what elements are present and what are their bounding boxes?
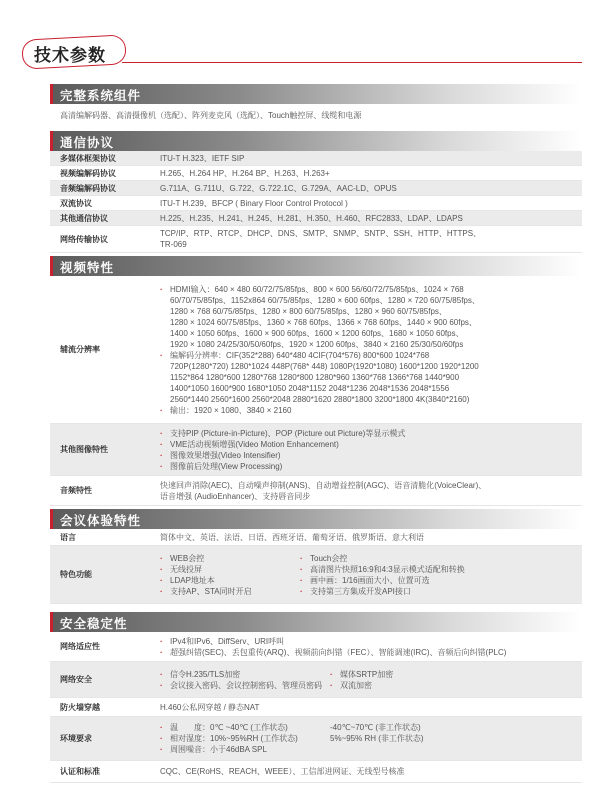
spec-key: 其他图像特性 [60, 445, 108, 454]
spec-row [50, 196, 582, 211]
feature-list-right [300, 553, 576, 597]
spec-value: ITU-T H.239、BFCP ( Binary Floor Control Protocol ) [160, 198, 348, 208]
section-header-video [50, 256, 582, 276]
spec-value: H.225、H.235、H.241、H.245、H.281、H.350、H.460、RFC2833、LDAP、LDAPS [160, 213, 463, 223]
spec-row [50, 166, 582, 181]
spec-key: 环境要求 [60, 734, 92, 743]
list-item: · 超强纠错(SEC)、丢包重传(ARQ)、视频前向纠错（FEC）、智能调速(IRC)、音频后向纠错(PLC) [160, 647, 576, 658]
list-item-continued: 1280 × 768 60/75/85fps、1280 × 800 60/75/85fps、1280 × 960 60/75/85fps、 [170, 306, 447, 316]
list-item-continued: 1920 × 1080 24/25/30/50/60fps、1920 × 1200 60fps、3840 × 2160 25/30/50/60fps [170, 339, 464, 349]
list-item: · VME活动视频增强(Video Motion Enhancement) [160, 439, 576, 450]
spec-value: H.265、H.264 HP、H.264 BP、H.263、H.263+ [160, 168, 330, 178]
list-item: · 图像前后处理(View Processing) [160, 461, 576, 472]
list-item: · 媒体SRTP加密 [330, 669, 576, 680]
list-item-continued: 1280 × 1024 60/75/85fps、1360 × 768 60fps、1366 × 768 60fps、1440 × 900 60fps、 [170, 317, 477, 327]
list-item-continued: 2560*1440 2560*1600 2560*2048 2880*1620 2880*1800 3200*1800 4K(3840*2160) [170, 394, 470, 404]
list-item: · 双流加密 [330, 680, 576, 691]
spec-value: G.711A、G.711U、G.722、G.722.1C、G.729A、AAC-LD、OPUS [160, 183, 397, 193]
spec-row [50, 662, 582, 698]
list-item: · WEB会控 [160, 553, 300, 564]
section-title: 安全稳定性 [60, 617, 128, 631]
list-item: · 温 度：0℃ ~40℃ (工作状态) [160, 722, 330, 733]
section-header-meeting [50, 509, 582, 529]
section-title: 通信协议 [60, 136, 115, 150]
spec-value [150, 226, 582, 252]
spec-row [50, 276, 582, 424]
spec-value [150, 717, 582, 760]
list-item: · 会议接入密码、会议控制密码、管理员密码 [160, 680, 330, 691]
list-item: · 画中画：1/16画面大小、位置可选 [300, 575, 576, 586]
feature-list-left [160, 553, 300, 597]
spec-value: CQC、CE(RoHS、REACH、WEEE）、工信部进网证、无线型号核准 [160, 767, 405, 776]
spec-value [150, 632, 582, 661]
page-header [22, 35, 582, 71]
spec-key: 音频编解码协议 [60, 183, 116, 193]
list-item: · 图像效果增强(Video Intensifier) [160, 450, 576, 461]
spec-row [50, 632, 582, 662]
spec-row [50, 424, 582, 476]
spec-row [50, 226, 582, 253]
list-item: · 相对湿度：10%~95%RH (工作状态) [160, 733, 330, 744]
list-item: · 周围噪音：小于46dBA SPL [160, 744, 330, 755]
section-header-system [50, 84, 582, 104]
spec-row [50, 529, 582, 546]
spec-value: ITU-T H.323、IETF SIP [160, 153, 245, 163]
spec-key: 网络适应性 [60, 642, 100, 651]
spec-key: 网络传输协议 [60, 234, 108, 244]
list-item: · 编解码分辨率：CIF(352*288) 640*480 4CIF(704*576) 800*600 1024*768 [160, 350, 576, 361]
spec-key: 认证和标准 [60, 767, 100, 776]
spec-key: 特色功能 [60, 570, 92, 579]
environment-list-right [330, 722, 576, 755]
spec-key: 语言 [60, 532, 76, 542]
list-item-continued: 1400 × 1050 60fps、1600 × 900 60fps、1600 × 1200 60fps、1680 × 1050 60fps、 [170, 328, 464, 338]
spec-row [50, 181, 582, 196]
list-item: · 支持PIP (Picture-in-Picture)、POP (Picture out Picture)等显示模式 [160, 428, 576, 439]
spec-key: 视频编解码协议 [60, 168, 116, 178]
security-list-left [160, 669, 330, 691]
network-adaptability-list [160, 636, 576, 658]
section-title: 会议体验特性 [60, 514, 142, 528]
spec-row [50, 717, 582, 761]
spec-row [50, 211, 582, 226]
list-item-continued: 720P(1280*720) 1280*1024 448P(768* 448) 1080P(1920*1080) 1600*1200 1920*1200 [170, 361, 479, 371]
spec-row [50, 476, 582, 506]
list-item: · 支持第三方集成开发API接口 [300, 586, 576, 597]
value-line: 5%~95% RH (非工作状态) [330, 734, 424, 743]
list-item: · 输出：1920 × 1080、3840 × 2160 [160, 405, 576, 416]
section-header-security [50, 612, 582, 632]
value-line: TR-069 [160, 240, 187, 249]
spec-value [150, 546, 582, 603]
spec-key: 辅流分辨率 [60, 345, 100, 354]
spec-value [150, 662, 582, 697]
value-line: TCP/IP、RTP、RTCP、DHCP、DNS、SMTP、SNMP、SNTP、SSH、HTTP、HTTPS、 [160, 229, 482, 238]
list-item-continued: 60/70/75/85fps、1152x864 60/75/85fps、1280 × 600 60fps、1280 × 720 60/75/85fps、 [170, 295, 480, 305]
spec-key: 双流协议 [60, 198, 92, 208]
value-line: 语音增强 (AudioEnhancer)、支持唇音同步 [160, 491, 311, 501]
section-header-protocol [50, 131, 582, 151]
spec-key: 其他通信协议 [60, 213, 108, 223]
spec-value [150, 424, 582, 475]
spec-value: 简体中文、英语、法语、日语、西班牙语、葡萄牙语、俄罗斯语、意大利语 [160, 532, 424, 542]
security-list-right [330, 669, 576, 691]
environment-list-left [160, 722, 330, 755]
section-title: 视频特性 [60, 261, 115, 275]
spec-content [50, 81, 582, 783]
aux-resolution-list [160, 284, 576, 416]
spec-value [150, 476, 582, 505]
list-item: · LDAP地址本 [160, 575, 300, 586]
other-image-features-list [160, 428, 576, 472]
title-underline [122, 62, 582, 63]
spec-key: 多媒体框架协议 [60, 153, 116, 163]
list-item-continued: 1152*864 1280*600 1280*768 1280*800 1280*960 1360*768 1366*768 1440*900 [170, 372, 460, 382]
spec-value [150, 276, 582, 423]
list-item: · HDMI输入：640 × 480 60/72/75/85fps、800 × 600 56/60/72/75/85fps、1024 × 768 [160, 284, 576, 295]
list-item-continued: 1400*1050 1600*900 1680*1050 2048*1152 2048*1236 2048*1536 2048*1556 [170, 383, 450, 393]
spec-row [50, 546, 582, 604]
spec-key: 网络安全 [60, 675, 92, 684]
list-item: · Touch会控 [300, 553, 576, 564]
spec-key: 音频特性 [60, 486, 92, 495]
spec-row [50, 698, 582, 717]
list-item: · 信令H.235/TLS加密 [160, 669, 330, 680]
list-item: · 无线投屏 [160, 564, 300, 575]
spec-row [50, 151, 582, 166]
value-line: 快速回声消除(AEC)、自动噪声抑制(ANS)、自动增益控制(AGC)、语音清脆化(VoiceClear)、 [160, 480, 487, 490]
page-title: 技术参数 [34, 46, 106, 65]
system-components-desc: 高清编解码器、高清摄像机（选配）、阵列麦克风（选配）、Touch触控屏、线缆和电源 [60, 111, 362, 120]
spec-value: H.460公私网穿越 / 静态NAT [160, 702, 260, 712]
spec-key: 防火墙穿越 [60, 702, 100, 712]
value-line: -40℃~70℃ (非工作状态) [330, 723, 421, 732]
section-title: 完整系统组件 [60, 89, 142, 103]
spec-row [50, 761, 582, 783]
list-item: · IPv4和IPv6、DiffServ、URI呼叫 [160, 636, 576, 647]
list-item: · 高清图片快照16:9和4:3显示模式适配和转换 [300, 564, 576, 575]
list-item: · 支持AP、STA同时开启 [160, 586, 300, 597]
